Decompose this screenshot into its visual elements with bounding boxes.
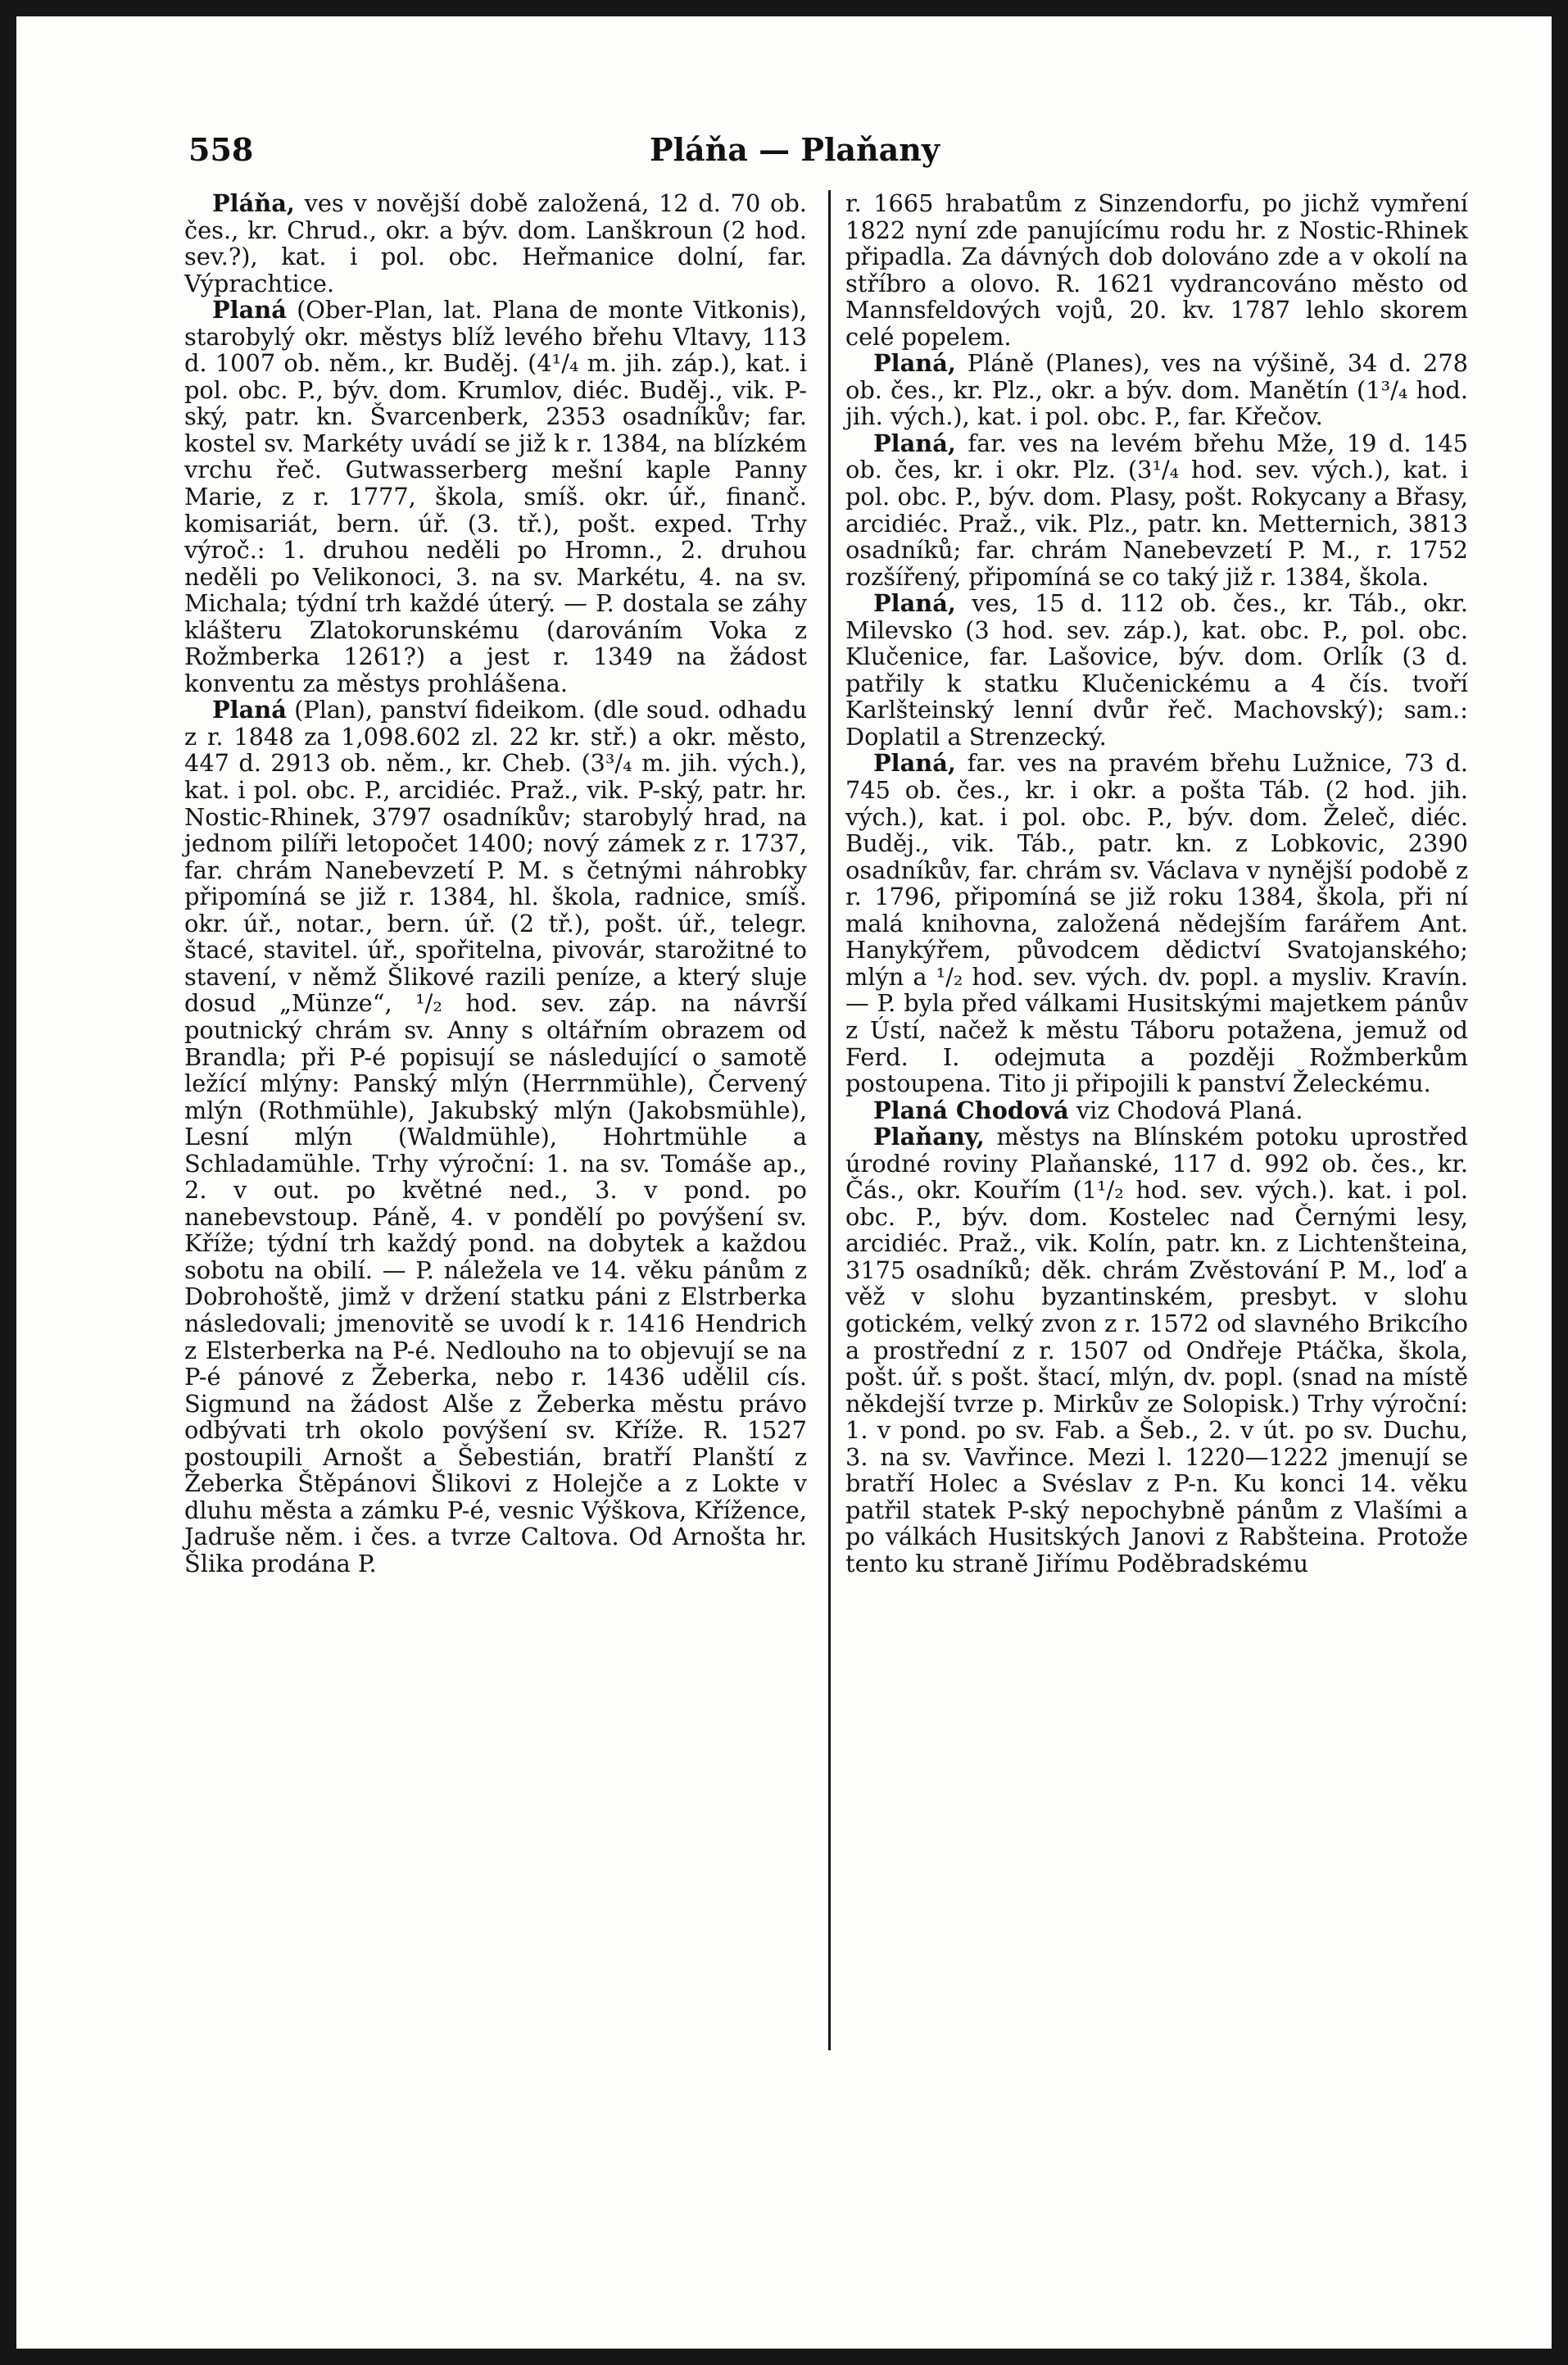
entry-plana-mze bbox=[845, 430, 1468, 590]
entry-plana-luznice bbox=[845, 750, 1468, 1096]
entry-text: (Plan), panství fideikom. (dle soud. odhadu z r. 1848 za 1,098.602 zl. 22 kr. stř.) a okr. město, 447 d. 2913 ob. něm., kr. Cheb. (3³/₄ m. jih. vých.), kat. i pol. obc. P., arcidiéc. Praž., vik. P-ský, patr. hr. Nostic-Rhinek, 3797 osadníkův; starobylý hrad, na jednom pilíři letopočet 1400; nový zámek z r. 1737, far. chrám Nanebevzetí P. M. s četnými náhrobky připomíná se již r. 1384, hl. škola, radnice, smíš. okr. úř., notar., bern. úř. (2 tř.), pošt. úř., telegr. štacé, stavitel. úř., spořitelna, pivovár, starožitné to stavení, v němž Šlikové razili peníze, a který sluje dosud „Münze“, ¹/₂ hod. sev. záp. na návrší poutnický chrám sv. Anny s oltářním obrazem od Brandla; při P-é popisují se následující o samotě ležící mlýny: Panský mlýn (Herrnmühle), Červený mlýn (Rothmühle), Jakubský mlýn (Jakobsmühle), Lesní mlýn (Waldmühle), Hohrtmühle a Schladamühle. Trhy výroční: 1. na sv. Tomáše ap., 2. v out. po květné ned., 3. v pond. po nanebevstoup. Páně, 4. v pondělí po povýšení sv. Kříže; týdní trh každý pond. na dobytek a každou sobotu na obilí. — P. náležela ve 14. věku pánům z Dobrohoště, jimž v držení statku páni z Elstrberka následovali; jmenovitě se uvodí k r. 1416 Hendrich z Elsterberka na P-é. Nedlouho na to objevují se na P-é pánové z Žeberka, nebo r. 1436 udělil cís. Sigmund na žádost Alše z Žeberka městu právo odbývati trh okolo povýšení sv. Kříže. R. 1527 postoupili Arnošt a Šebestián, bratří Planští z Žeberka Štěpánovi Šlikovi z Holejče a z Lokte v dluhu města a zámku P-é, vesnic Výškova, Křížence, Jadruše něm. i čes. a tvrze Caltova. Od Arnošta hr. Šlika prodána P. bbox=[184, 696, 807, 1577]
entry-continuation bbox=[845, 190, 1468, 350]
entry-text: ves, 15 d. 112 ob. čes., kr. Táb., okr. Milevsko (3 hod. sev. záp.), kat. obc. P., pol. obc. Klučenice, far. Lašovice, býv. dom. Orlík (3 d. patřily k statku Klučenickému a 4 čís. tvoří Karlšteinský lenní dvůr řeč. Machovský); sam.: Doplatil a Strenzecký. bbox=[845, 589, 1468, 751]
entry-planany bbox=[845, 1123, 1468, 1577]
entry-text: far. ves na levém břehu Mže, 19 d. 145 ob. čes, kr. i okr. Plz. (3¹/₄ hod. sev. vých.), kat. i pol. obc. P., býv. dom. Plasy, pošt. Rokycany a Břasy, arcidiéc. Praž., vik. Plz., patr. kn. Metternich, 3813 osadníků; far. chrám Nanebevzetí P. M., r. 1752 rozšířený, připomíná se co taký již r. 1384, škola. bbox=[845, 429, 1468, 591]
entry-text: r. 1665 hrabatům z Sinzendorfu, po jichž vymření 1822 nyní zde panujícímu rodu hr. z Nostic-Rhinek připadla. Za dávných dob dolováno zde a v okolí na stříbro a olovo. R. 1621 vydrancováno město od Mannsfeldových vojů, 20. kv. 1787 lehlo skorem celé popelem. bbox=[845, 189, 1468, 351]
entry-headword: Plaňany, bbox=[873, 1123, 985, 1151]
entry-plana-milevsko bbox=[845, 590, 1468, 750]
entry-headword: Planá bbox=[212, 296, 287, 325]
page-header bbox=[188, 123, 1401, 175]
entry-headword: Planá, bbox=[873, 589, 956, 618]
column-divider bbox=[828, 190, 831, 2050]
entry-text: ves v novější době založená, 12 d. 70 ob. čes., kr. Chrud., okr. a býv. dom. Lanškroun (2 hod. sev.?), kat. i pol. obc. Heřmanice dolní, far. Výprachtice. bbox=[184, 189, 807, 297]
entry-headword: Planá, bbox=[873, 349, 956, 378]
entry-headword: Planá, bbox=[873, 749, 956, 778]
entry-text: (Ober-Plan, lat. Plana de monte Vitkonis), starobylý okr. městys blíž levého břehu Vltavy, 113 d. 1007 ob. něm., kr. Buděj. (4¹/₄ m. jih. záp.), kat. i pol. obc. P., býv. dom. Krumlov, diéc. Buděj., vik. P-ský, patr. kn. Švarcenberk, 2353 osadníkův; far. kostel sv. Markéty uvádí se již k r. 1384, na blízkém vrchu řeč. Gutwasserberg mešní kaple Panny Marie, z r. 1777, škola, smíš. okr. úř., finanč. komisariát, bern. úř. (3. tř.), pošt. exped. Trhy výroč.: 1. druhou neděli po Hromn., 2. druhou neděli po Velikonoci, 3. na sv. Markétu, 4. na sv. Michala; týdní trh každé úterý. — P. dostala se záhy klášteru Zlatokorunskému (darováním Voka z Rožmberka 1261?) a jest r. 1349 na žádost konventu za městys prohlášena. bbox=[184, 296, 807, 697]
entry-text: Pláně (Planes), ves na výšině, 34 d. 278 ob. čes., kr. Plz., okr. a býv. dom. Manětín (1³/₄ hod. jih. vých.), kat. i pol. obc. P., far. Křečov. bbox=[845, 349, 1468, 431]
entry-text: far. ves na pravém břehu Lužnice, 73 d. 745 ob. čes., kr. i okr. a pošta Táb. (2 hod. jih. vých.), kat. i pol. obc. P., býv. dom. Želeč, diéc. Buděj., vik. Táb., patr. kn. z Lobkovic, 2390 osadníkův, far. chrám sv. Václava v nynější podobě z r. 1796, připomíná se již roku 1384, škola, při ní malá knihovna, založená nědejším farářem Ant. Hanykýřem, původcem dědictví Svatojanského; mlýn a ¹/₂ hod. sev. vých. dv. popl. a mysliv. Kravín. — P. byla před válkami Husitskými majetkem pánův z Ústí, načež k městu Táboru potažena, jemuž od Ferd. I. odejmuta a později Rožmberkům postoupena. Tito ji připojili k panství Želeckému. bbox=[845, 749, 1468, 1098]
entry-headword: Planá bbox=[212, 696, 287, 724]
right-column bbox=[845, 190, 1468, 1577]
left-column bbox=[184, 190, 807, 1577]
entry-headword: Planá, bbox=[873, 429, 956, 457]
entry-plana-chodova bbox=[845, 1097, 1468, 1124]
entry-text: městys na Blínském potoku uprostřed úrodné roviny Plaňanské, 117 d. 992 ob. čes., kr. Čás., okr. Kouřím (1¹/₂ hod. sev. vých.). kat. i pol. obc. P., býv. dom. Kostelec nad Černými lesy, arcidiéc. Praž., vik. Kolín, patr. kn. z Lichtenšteina, 3175 osadníků; děk. chrám Zvěstování P. M., loď a věž v slohu byzantinském, presbyt. v slohu gotickém, velký zvon z r. 1572 od slavného Brikcího a prostřední z r. 1507 od Ondřeje Ptáčka, škola, pošt. úř. s pošt. štací, mlýn, dv. popl. (snad na místě někdejší tvrze p. Mirkův ze Solopisk.) Trhy výroční: 1. v pond. po sv. Fab. a Šeb., 2. v út. po sv. Duchu, 3. na sv. Vavřince. Mezi l. 1220—1222 jmenují se bratří Holec a Svéslav z P-n. Ku konci 14. věku patřil statek P-ský nepochybně pánům z Vlašími a po válkách Husitských Janovi z Rabšteina. Protože tento ku straně Jiřímu Poděbradskému bbox=[845, 1123, 1468, 1577]
entry-plana-pardubice bbox=[184, 190, 807, 297]
entry-plana-planes bbox=[845, 350, 1468, 430]
entry-text: viz Chodová Planá. bbox=[1068, 1096, 1303, 1124]
entry-plana-plan bbox=[184, 697, 807, 1577]
page-number: 558 bbox=[188, 131, 254, 168]
entry-headword: Pláňa, bbox=[212, 189, 295, 217]
entry-headword: Planá Chodová bbox=[873, 1096, 1069, 1124]
entry-plana-ober-plan bbox=[184, 297, 807, 697]
running-title: Pláňa — Plaňany bbox=[650, 131, 940, 168]
